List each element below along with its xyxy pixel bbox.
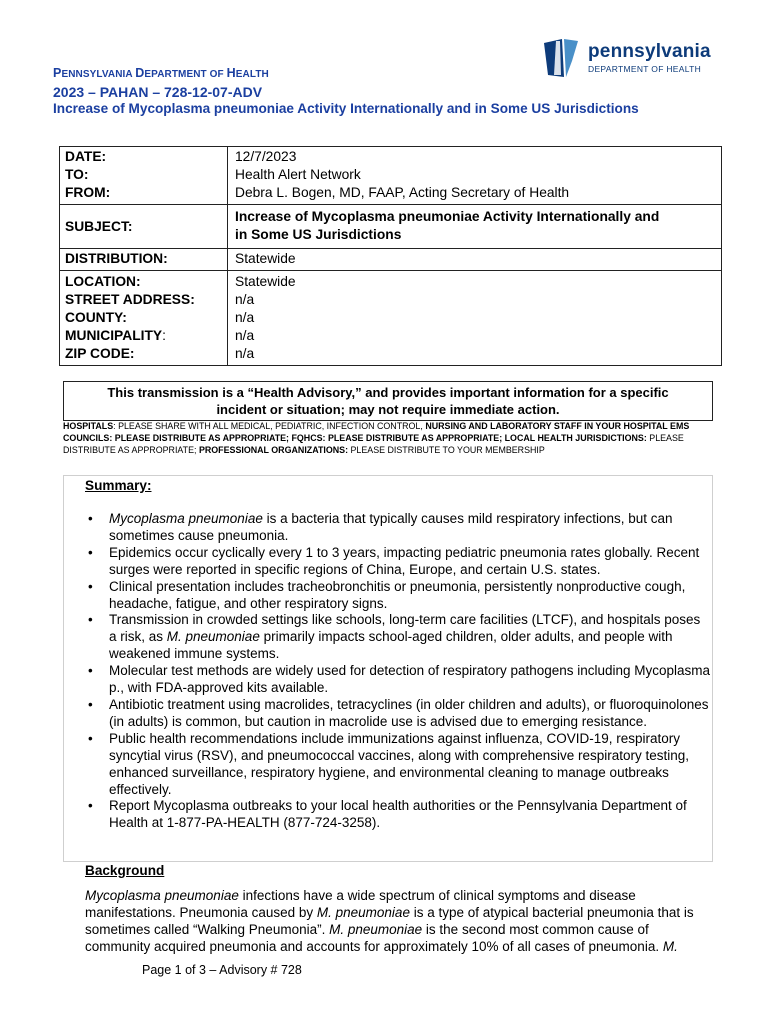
keystone-icon [542, 37, 586, 81]
street-address-label: STREET ADDRESS: [65, 292, 195, 307]
distribution-label: DISTRIBUTION: [65, 251, 168, 266]
background-text: M. pneumoniae [329, 921, 423, 937]
background-text: M. [662, 938, 678, 954]
advisory-title: Increase of Mycoplasma pneumoniae Activity Internationally and in Some US Jurisdictions [53, 101, 639, 116]
date-value: 12/7/2023 [235, 149, 297, 164]
zip-code-value: n/a [235, 346, 255, 361]
summary-bullet-text: M. pneumoniae [166, 629, 260, 645]
summary-bullet-text: primarily impacts school-aged children, older adults, and people with weakened immune systems. [109, 629, 673, 662]
distribution-note-segment: PROFESSIONAL ORGANIZATIONS: [198, 444, 349, 455]
background-heading: Background [85, 863, 165, 878]
table-row-divider [59, 248, 722, 249]
background-text: Mycoplasma pneumoniae [85, 888, 239, 903]
agency-name-part: EALTH [235, 69, 269, 80]
location-label: LOCATION: [65, 274, 141, 289]
zip-code-label: ZIP CODE: [65, 346, 135, 361]
summary-bullet-text: Molecular test methods are widely used for detection of respiratory pathogens including Mycoplasma p., with FDA-approved kits available. [109, 663, 711, 696]
distribution-note [63, 421, 723, 456]
county-label: COUNTY: [65, 310, 127, 325]
county-value: n/a [235, 310, 255, 325]
agency-name [53, 66, 269, 80]
summary-bullet-text: is a bacteria that typically causes mild respiratory infections, but can sometimes cause pneumonia. [109, 511, 673, 543]
summary-bullet [109, 612, 711, 663]
advisory-notice-box [63, 381, 713, 421]
table-row-divider [59, 270, 722, 271]
logo-subtitle: DEPARTMENT OF HEALTH [588, 64, 702, 74]
summary-heading: Summary: [85, 478, 152, 493]
subject-line-2: in Some US Jurisdictions [235, 227, 402, 242]
summary-bullet [109, 731, 711, 799]
summary-bullet-text: Mycoplasma pneumoniae [109, 511, 263, 526]
background-paragraph [85, 888, 705, 956]
distribution-note-segment: : PLEASE SHARE WITH ALL MEDICAL, PEDIATRIC, INFECTION CONTROL, [113, 421, 426, 431]
municipality-label: MUNICIPALITY: [65, 328, 166, 343]
from-value: Debra L. Bogen, MD, FAAP, Acting Secretary of Health [235, 185, 570, 200]
advisory-notice-text: This transmission is a “Health Advisory,” and provides important information for a specific incident or situation; may not require immediate action. [107, 385, 669, 417]
summary-bullet [109, 798, 711, 832]
subject-label: SUBJECT: [65, 219, 133, 234]
summary-bullet-text: Clinical presentation includes tracheobronchitis or pneumonia, persistently nonproductive cough, headache, fatigue, and other respiratory signs. [109, 578, 686, 611]
agency-name-part: D [135, 66, 145, 80]
subject-line-1: Increase of Mycoplasma pneumoniae Activity Internationally and [235, 209, 660, 224]
agency-name-part: H [226, 66, 236, 80]
municipality-value: n/a [235, 328, 255, 343]
summary-bullet-text: Report Mycoplasma outbreaks to your local health authorities or the Pennsylvania Department of Health at 1-877-PA-HEALTH (877-724-3258). [109, 798, 687, 831]
from-label: FROM: [65, 185, 111, 200]
background-text: M. pneumoniae [316, 904, 410, 920]
agency-name-part: EPARTMENT OF [144, 69, 227, 80]
page-footer: Page 1 of 3 – Advisory # 728 [142, 963, 302, 977]
background-text: is the second most common cause of community acquired pneumonia and accounts for approximately 10% of all cases of pneumonia. [85, 921, 663, 954]
summary-bullet-list [109, 511, 711, 832]
background-text: infections have a wide spectrum of clinical symptoms and disease manifestations. Pneumonia caused by [85, 888, 636, 920]
summary-bullet [109, 545, 711, 579]
distribution-note-segment: PLEASE DISTRIBUTE TO YOUR MEMBERSHIP [348, 444, 545, 455]
advisory-info-table [59, 146, 722, 366]
advisory-id: 2023 – PAHAN – 728-12-07-ADV [53, 84, 263, 100]
distribution-value: Statewide [235, 251, 296, 266]
agency-name-part: P [53, 66, 62, 80]
agency-name-part: ENNSYLVANIA [61, 69, 136, 80]
table-column-divider [227, 147, 228, 365]
table-row-divider [59, 204, 722, 205]
date-label: DATE: [65, 149, 107, 164]
background-text: is a type of atypical bacterial pneumonia that is sometimes called “Walking Pneumonia”. [85, 904, 694, 937]
summary-bullet [109, 697, 711, 731]
distribution-note-segment: NURSING AND LABORATORY STAFF IN YOUR HOSPITAL EMS COUNCILS: PLEASE DISTRIBUTE AS APPROPRIATE; FQHCS: PLEASE DISTRIBUTE AS APPROPRIATE; LOCAL HEALTH JURISDICTIONS: [63, 421, 690, 443]
summary-bullet [109, 511, 711, 545]
summary-bullet-text: Epidemics occur cyclically every 1 to 3 years, impacting pediatric pneumonia rates globally. Recent surges were reported in specific regions of China, Europe, and certain U.S. states. [109, 544, 700, 577]
summary-bullet-text: Transmission in crowded settings like schools, long-term care facilities (LTCF), and hospitals poses a risk, as [109, 612, 701, 645]
summary-bullet-text: Antibiotic treatment using macrolides, tetracyclines (in older children and adults), or fluoroquinolones (in adults) is common, but caution in macrolide use is advised due to emerging resistance. [109, 696, 709, 729]
pa-doh-logo [542, 37, 732, 81]
to-label: TO: [65, 167, 89, 182]
summary-bullet-text: Public health recommendations include immunizations against influenza, COVID-19, respiratory syncytial virus (RSV), and pneumococcal vaccines, along with comprehensive respiratory testing, enhanced surveillance, respiratory hygiene, and environmental cleaning to manage outbreaks effectively. [109, 730, 690, 797]
distribution-note-segment: HOSPITALS [63, 421, 114, 431]
distribution-note-segment: PLEASE DISTRIBUTE AS APPROPRIATE; [63, 432, 684, 455]
to-value: Health Alert Network [235, 167, 361, 182]
location-value: Statewide [235, 274, 296, 289]
logo-wordmark: pennsylvania [588, 41, 711, 62]
summary-bullet [109, 663, 711, 697]
street-address-value: n/a [235, 292, 255, 307]
summary-bullet [109, 579, 711, 613]
